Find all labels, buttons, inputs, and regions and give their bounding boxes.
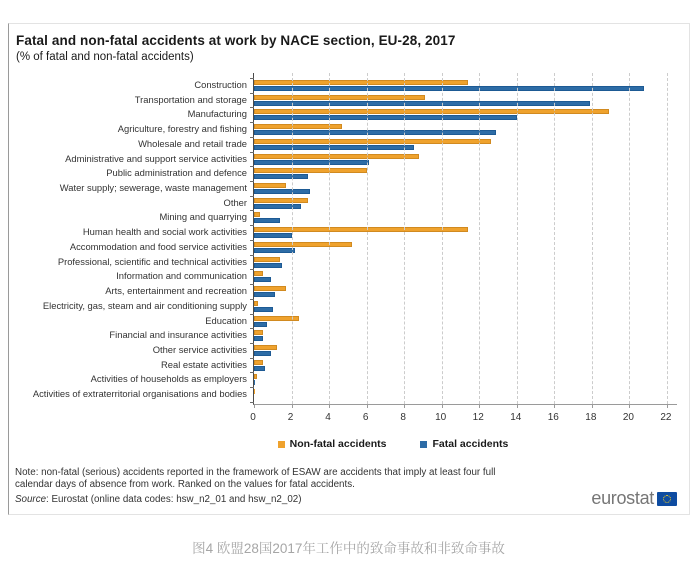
- fatal-bar: [254, 292, 275, 297]
- fatal-bar: [254, 307, 273, 312]
- y-axis-tick: [250, 181, 254, 182]
- gridline: [479, 73, 480, 404]
- fatal-bar: [254, 322, 267, 327]
- chart-row: [254, 78, 677, 93]
- x-axis-tick: [367, 404, 368, 408]
- non-fatal-bar: [254, 109, 609, 114]
- category-label: Activities of extraterritorial organisations and bodies: [32, 388, 247, 400]
- x-tick-label: 12: [472, 412, 484, 423]
- gridline: [517, 73, 518, 404]
- fatal-swatch-icon: [420, 441, 427, 448]
- fatal-bar: [254, 366, 265, 371]
- x-tick-label: 8: [400, 412, 406, 423]
- note-text: Note: non-fatal (serious) accidents reported in the framework of ESAW are accidents that imply at least four full calendar days of absence from work. Ranked on the values for fatal accidents.: [15, 467, 496, 491]
- gridline: [667, 73, 668, 404]
- category-label: Manufacturing: [187, 108, 247, 120]
- fatal-bar: [254, 218, 280, 223]
- gridline: [292, 73, 293, 404]
- category-label: Arts, entertainment and recreation: [105, 285, 247, 297]
- x-axis-tick: [404, 404, 405, 408]
- y-axis-tick: [250, 284, 254, 285]
- chart-row: [254, 299, 677, 314]
- fatal-bar: [254, 277, 271, 282]
- x-axis-tick: [592, 404, 593, 408]
- y-axis-tick: [250, 210, 254, 211]
- chart-row: [254, 93, 677, 108]
- chart-row: [254, 314, 677, 329]
- non-fatal-bar: [254, 154, 419, 159]
- gridline: [329, 73, 330, 404]
- gridline: [554, 73, 555, 404]
- figure-caption: 图4 欧盟28国2017年工作中的致命事故和非致命事故: [192, 541, 505, 556]
- category-label: Construction: [194, 79, 247, 90]
- fatal-bar: [254, 115, 517, 120]
- x-axis-tick: [329, 404, 330, 408]
- fatal-bar: [254, 248, 295, 253]
- chart-subtitle: (% of fatal and non-fatal accidents): [16, 51, 194, 63]
- non-fatal-bar: [254, 212, 260, 217]
- non-fatal-bar: [254, 286, 286, 291]
- y-axis-tick: [250, 240, 254, 241]
- chart-row: [254, 225, 677, 240]
- non-fatal-bar: [254, 168, 367, 173]
- non-fatal-bar: [254, 330, 263, 335]
- chart-title: Fatal and non-fatal accidents at work by NACE section, EU-28, 2017: [16, 33, 456, 48]
- gridline: [367, 73, 368, 404]
- chart-row: [254, 210, 677, 225]
- chart-row: [254, 122, 677, 137]
- y-axis-tick: [250, 122, 254, 123]
- non-fatal-bar: [254, 389, 255, 394]
- x-tick-label: 6: [362, 412, 369, 423]
- legend-item-non-fatal: [278, 438, 387, 450]
- x-axis-labels: [250, 412, 677, 426]
- non-fatal-bar: [254, 95, 425, 100]
- non-fatal-bar: [254, 139, 491, 144]
- x-axis-tick: [254, 404, 255, 408]
- category-label: Activities of households as employers: [90, 373, 247, 385]
- non-fatal-bar: [254, 374, 257, 379]
- chart-row: [254, 107, 677, 122]
- y-axis-tick: [250, 137, 254, 138]
- category-label: Agriculture, forestry and fishing: [117, 123, 247, 135]
- category-label: Accommodation and food service activities: [69, 240, 247, 252]
- x-tick-label: 0: [250, 412, 256, 423]
- chart-row: [254, 255, 677, 270]
- category-label: Electricity, gas, steam and air conditioning supply: [42, 299, 247, 311]
- chart-row: [254, 196, 677, 211]
- y-axis-tick: [250, 299, 254, 300]
- category-label: Water supply; sewerage, waste management: [59, 182, 247, 194]
- y-axis-tick: [250, 93, 254, 94]
- chart-row: [254, 387, 677, 402]
- y-axis-tick: [250, 225, 254, 226]
- y-axis-tick: [250, 166, 254, 167]
- category-label: Professional, scientific and technical activities: [57, 255, 247, 267]
- chart-row: [254, 343, 677, 358]
- y-axis-tick: [250, 314, 254, 315]
- x-tick-label: 18: [585, 412, 597, 423]
- y-axis-tick: [250, 196, 254, 197]
- chart-row: [254, 152, 677, 167]
- gridline: [442, 73, 443, 404]
- fatal-bar: [254, 263, 282, 268]
- non-fatal-swatch-icon: [278, 441, 285, 448]
- plot-area: [253, 73, 677, 405]
- non-fatal-bar: [254, 301, 258, 306]
- chart-row: [254, 269, 677, 284]
- fatal-bar: [254, 174, 308, 179]
- chart-row: [254, 240, 677, 255]
- non-fatal-bar: [254, 360, 263, 365]
- fatal-bar: [254, 380, 255, 385]
- y-axis-tick: [250, 387, 254, 388]
- gridline: [404, 73, 405, 404]
- category-label: Real estate activities: [161, 358, 247, 370]
- x-axis-tick: [629, 404, 630, 408]
- chart-row: [254, 328, 677, 343]
- legend-item-fatal: [420, 438, 508, 450]
- non-fatal-bar: [254, 80, 468, 85]
- x-axis-tick: [479, 404, 480, 408]
- x-tick-label: 10: [435, 412, 447, 423]
- eurostat-logo: [591, 488, 677, 509]
- y-axis-tick: [250, 343, 254, 344]
- source-line: [15, 494, 527, 506]
- fatal-bar: [254, 86, 644, 91]
- x-tick-label: 4: [325, 412, 331, 423]
- category-label: Education: [205, 314, 247, 326]
- non-fatal-bar: [254, 271, 263, 276]
- legend-label: Fatal accidents: [432, 438, 509, 450]
- category-label: Human health and social work activities: [82, 226, 247, 238]
- non-fatal-bar: [254, 242, 352, 247]
- y-axis-tick: [250, 358, 254, 359]
- chart-row: [254, 372, 677, 387]
- y-axis-tick: [250, 402, 254, 403]
- fatal-bar: [254, 336, 263, 341]
- y-axis-tick: [250, 269, 254, 270]
- y-axis-labels: [9, 78, 247, 402]
- x-tick-label: 20: [622, 412, 634, 423]
- chart-row: [254, 137, 677, 152]
- y-axis-tick: [250, 372, 254, 373]
- source-text: : Eurostat (online data codes: hsw_n2_01 and hsw_n2_02): [46, 494, 302, 506]
- bars-area: [254, 78, 677, 402]
- fatal-bar: [254, 351, 271, 356]
- category-label: Other: [223, 196, 247, 208]
- y-axis-tick: [250, 255, 254, 256]
- eu-flag-icon: [657, 492, 677, 506]
- y-axis-tick: [250, 78, 254, 79]
- chart-row: [254, 284, 677, 299]
- gridline: [629, 73, 630, 404]
- source-label: Source: [15, 494, 47, 506]
- category-label: Financial and insurance activities: [109, 329, 247, 341]
- footer-notes: [15, 467, 527, 507]
- non-fatal-bar: [254, 227, 468, 232]
- chart-row: [254, 358, 677, 373]
- category-label: Transportation and storage: [134, 93, 247, 105]
- fatal-bar: [254, 145, 414, 150]
- chart-row: [254, 181, 677, 196]
- fatal-bar: [254, 233, 292, 238]
- category-label: Administrative and support service activities: [65, 152, 247, 164]
- fatal-bar: [254, 130, 496, 135]
- category-label: Information and communication: [116, 270, 247, 282]
- figure-box: [8, 23, 690, 515]
- x-axis-tick: [667, 404, 668, 408]
- gridline: [592, 73, 593, 404]
- x-axis-tick: [292, 404, 293, 408]
- fatal-bar: [254, 204, 301, 209]
- non-fatal-bar: [254, 183, 286, 188]
- y-axis-tick: [250, 152, 254, 153]
- legend-label: Non-fatal accidents: [289, 438, 387, 450]
- non-fatal-bar: [254, 198, 308, 203]
- fatal-bar: [254, 189, 310, 194]
- category-label: Public administration and defence: [106, 167, 247, 179]
- chart-legend: [53, 438, 697, 450]
- y-axis-tick: [250, 328, 254, 329]
- x-axis-tick: [554, 404, 555, 408]
- x-tick-label: 16: [547, 412, 559, 423]
- x-tick-label: 14: [510, 412, 522, 423]
- chart-row: [254, 166, 677, 181]
- y-axis-tick: [250, 107, 254, 108]
- fatal-bar: [254, 101, 590, 106]
- x-tick-label: 22: [660, 412, 672, 423]
- non-fatal-bar: [254, 257, 280, 262]
- x-tick-label: 2: [287, 412, 294, 423]
- category-label: Wholesale and retail trade: [138, 137, 247, 149]
- x-axis-tick: [517, 404, 518, 408]
- fatal-bar: [254, 160, 369, 165]
- eurostat-wordmark: eurostat: [591, 488, 654, 508]
- category-label: Other service activities: [152, 343, 247, 355]
- x-axis-tick: [442, 404, 443, 408]
- category-label: Mining and quarrying: [159, 211, 247, 223]
- non-fatal-bar: [254, 345, 277, 350]
